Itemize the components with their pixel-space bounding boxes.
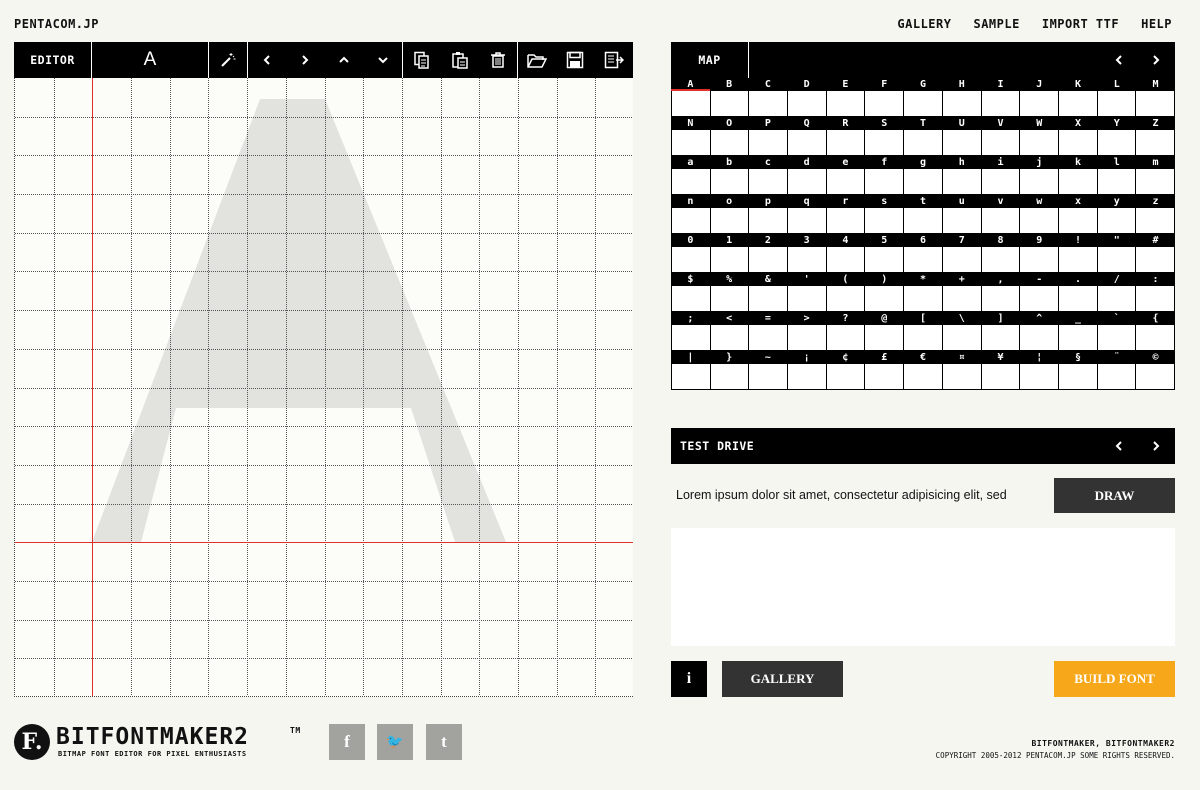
map-char-label: " bbox=[1113, 235, 1120, 246]
map-char-label: W bbox=[1036, 118, 1043, 129]
map-glyph-cell[interactable] bbox=[943, 286, 982, 312]
map-char-label: s bbox=[881, 196, 888, 207]
map-char-label: < bbox=[726, 313, 733, 324]
map-char-label: _ bbox=[1075, 313, 1082, 324]
map-char-label: A bbox=[671, 78, 710, 91]
map-char-label: Z bbox=[1152, 118, 1159, 129]
map-glyph-cell[interactable] bbox=[982, 247, 1021, 273]
grid-row-line bbox=[15, 658, 633, 659]
map-glyph-cell[interactable] bbox=[672, 130, 711, 156]
map-row-labels bbox=[671, 117, 1175, 130]
nav-gallery[interactable]: GALLERY bbox=[897, 17, 952, 31]
map-char-label: l bbox=[1113, 157, 1120, 168]
map-glyph-cell[interactable] bbox=[1020, 325, 1059, 351]
map-char-label: } bbox=[726, 352, 733, 363]
map-char-label: - bbox=[1036, 274, 1043, 285]
map-char-label: K bbox=[1075, 79, 1082, 90]
gallery-button[interactable]: GALLERY bbox=[722, 661, 843, 697]
map-char-label: ' bbox=[803, 274, 810, 285]
map-glyph-cell[interactable] bbox=[1020, 364, 1059, 390]
map-char-label: 5 bbox=[881, 235, 888, 246]
map-glyph-cell[interactable] bbox=[865, 364, 904, 390]
map-glyph-cell[interactable] bbox=[1020, 91, 1059, 117]
map-char-label: § bbox=[1075, 352, 1082, 363]
map-glyph-cell[interactable] bbox=[788, 247, 827, 273]
map-glyph-cell[interactable] bbox=[1020, 130, 1059, 156]
map-char-label: 2 bbox=[764, 235, 771, 246]
map-row bbox=[671, 234, 1175, 273]
map-glyph-cell[interactable] bbox=[1059, 208, 1098, 234]
map-glyph-cell[interactable] bbox=[1136, 208, 1175, 234]
map-glyph-cell[interactable] bbox=[982, 364, 1021, 390]
map-next-icon[interactable] bbox=[1137, 42, 1175, 78]
map-char-label: U bbox=[958, 118, 965, 129]
map-char-label: \ bbox=[958, 313, 965, 324]
map-char-label: & bbox=[764, 274, 771, 285]
logo-tagline: BITMAP FONT EDITOR FOR PIXEL ENTHUSIASTS bbox=[58, 750, 247, 758]
map-glyph-cell[interactable] bbox=[982, 91, 1021, 117]
map-row-labels bbox=[671, 156, 1175, 169]
map-char-label: b bbox=[726, 157, 733, 168]
map-char-label: G bbox=[919, 79, 926, 90]
map-char-label: D bbox=[803, 79, 810, 90]
map-row bbox=[671, 273, 1175, 312]
map-glyph-cell[interactable] bbox=[1098, 208, 1137, 234]
map-char-label: [ bbox=[919, 313, 926, 324]
map-char-label: > bbox=[803, 313, 810, 324]
map-glyph-cell[interactable] bbox=[672, 364, 711, 390]
map-glyph-cell[interactable] bbox=[827, 130, 866, 156]
map-char-label: d bbox=[803, 157, 810, 168]
map-row-labels bbox=[671, 312, 1175, 325]
map-char-label: z bbox=[1152, 196, 1159, 207]
editor-label: EDITOR bbox=[30, 53, 75, 67]
map-glyph-cell[interactable] bbox=[943, 325, 982, 351]
map-char-label: £ bbox=[881, 352, 888, 363]
chevron-left-icon[interactable] bbox=[248, 42, 286, 78]
map-char-label: @ bbox=[881, 313, 888, 324]
map-glyph-cell[interactable] bbox=[711, 325, 750, 351]
map-char-label: ~ bbox=[764, 352, 771, 363]
map-glyph-cell[interactable] bbox=[672, 325, 711, 351]
map-glyph-cell[interactable] bbox=[1136, 286, 1175, 312]
map-char-label: + bbox=[958, 274, 965, 285]
map-char-label: H bbox=[958, 79, 965, 90]
map-char-label: C bbox=[764, 79, 771, 90]
map-glyph-cell[interactable] bbox=[1020, 286, 1059, 312]
map-row-labels bbox=[671, 273, 1175, 286]
map-glyph-cell[interactable] bbox=[943, 364, 982, 390]
map-glyph-cell[interactable] bbox=[711, 169, 750, 195]
map-glyph-cell[interactable] bbox=[865, 325, 904, 351]
trash-icon[interactable] bbox=[479, 42, 517, 78]
map-glyph-cell[interactable] bbox=[1059, 364, 1098, 390]
map-char-label: ¥ bbox=[997, 352, 1004, 363]
map-char-label: = bbox=[764, 313, 771, 324]
map-char-label: M bbox=[1152, 79, 1159, 90]
nav-import-ttf[interactable]: IMPORT TTF bbox=[1041, 17, 1120, 31]
grid-column-line bbox=[402, 78, 403, 697]
map-glyph-cell[interactable] bbox=[1136, 325, 1175, 351]
map-glyph-cell[interactable] bbox=[1059, 286, 1098, 312]
info-button[interactable]: i bbox=[671, 661, 707, 697]
map-glyph-cell[interactable] bbox=[1136, 130, 1175, 156]
map-glyph-cell[interactable] bbox=[711, 91, 750, 117]
map-char-label: ¢ bbox=[842, 352, 849, 363]
map-glyph-cell[interactable] bbox=[1059, 325, 1098, 351]
grid-column-line bbox=[479, 78, 480, 697]
map-char-label: 6 bbox=[919, 235, 926, 246]
baseline-guide-vertical bbox=[92, 78, 93, 697]
map-glyph-cell[interactable] bbox=[672, 247, 711, 273]
baseline-guide-horizontal bbox=[15, 542, 633, 543]
grid-column-line bbox=[441, 78, 442, 697]
logo-icon: F. bbox=[14, 724, 50, 760]
map-glyph-cell[interactable] bbox=[865, 208, 904, 234]
map-char-label: k bbox=[1075, 157, 1082, 168]
map-glyph-cell[interactable] bbox=[865, 169, 904, 195]
map-char-label: h bbox=[958, 157, 965, 168]
editor-grid[interactable] bbox=[14, 78, 633, 697]
map-char-label: . bbox=[1075, 274, 1082, 285]
map-glyph-cell[interactable] bbox=[1020, 169, 1059, 195]
nav-help[interactable]: HELP bbox=[1141, 17, 1172, 31]
map-char-label: B bbox=[726, 79, 733, 90]
map-row-labels bbox=[671, 351, 1175, 364]
map-char-label: t bbox=[919, 196, 926, 207]
map-row bbox=[671, 195, 1175, 234]
character-map bbox=[671, 78, 1175, 390]
export-icon[interactable] bbox=[594, 42, 633, 78]
map-char-label: ; bbox=[687, 313, 694, 324]
map-glyph-cell[interactable] bbox=[1059, 91, 1098, 117]
map-glyph-cell[interactable] bbox=[1098, 286, 1137, 312]
map-glyph-cell[interactable] bbox=[1020, 247, 1059, 273]
map-char-label: R bbox=[842, 118, 849, 129]
map-row bbox=[671, 312, 1175, 351]
map-row-labels bbox=[671, 195, 1175, 208]
grid-row-line bbox=[15, 426, 633, 427]
map-char-label: ! bbox=[1075, 235, 1082, 246]
test-drive-header bbox=[671, 428, 1175, 464]
map-glyph-cell[interactable] bbox=[749, 325, 788, 351]
map-glyph-cell[interactable] bbox=[749, 247, 788, 273]
map-char-label: ( bbox=[842, 274, 849, 285]
map-char-label: g bbox=[919, 157, 926, 168]
map-glyph-cell[interactable] bbox=[982, 208, 1021, 234]
map-char-label: ] bbox=[997, 313, 1004, 324]
map-row-cells bbox=[671, 91, 1175, 117]
map-char-label: m bbox=[1152, 157, 1159, 168]
map-char-label: * bbox=[919, 274, 926, 285]
map-char-label: V bbox=[997, 118, 1004, 129]
map-row-cells bbox=[671, 325, 1175, 351]
copy-icon[interactable] bbox=[403, 42, 441, 78]
grid-column-line bbox=[363, 78, 364, 697]
chevron-down-icon[interactable] bbox=[364, 42, 402, 78]
test-prev-icon[interactable] bbox=[1101, 428, 1137, 464]
paste-icon[interactable] bbox=[441, 42, 479, 78]
twitter-icon[interactable]: 🐦 bbox=[377, 724, 413, 760]
map-char-label: f bbox=[881, 157, 888, 168]
map-row bbox=[671, 78, 1175, 117]
map-char-label: P bbox=[764, 118, 771, 129]
map-glyph-cell[interactable] bbox=[827, 208, 866, 234]
map-char-label: O bbox=[726, 118, 733, 129]
map-glyph-cell[interactable] bbox=[943, 247, 982, 273]
map-glyph-cell[interactable] bbox=[1098, 364, 1137, 390]
map-row-cells bbox=[671, 286, 1175, 312]
map-glyph-cell[interactable] bbox=[827, 325, 866, 351]
map-label: MAP bbox=[698, 53, 721, 67]
map-char-label: a bbox=[687, 157, 694, 168]
map-char-label: e bbox=[842, 157, 849, 168]
map-glyph-cell[interactable] bbox=[865, 91, 904, 117]
test-text-input[interactable]: Lorem ipsum dolor sit amet, consectetur adipisicing elit, sed bbox=[676, 488, 1007, 502]
map-row-cells bbox=[671, 208, 1175, 234]
map-glyph-cell[interactable] bbox=[1136, 247, 1175, 273]
map-glyph-cell[interactable] bbox=[943, 91, 982, 117]
map-char-label: Q bbox=[803, 118, 810, 129]
map-glyph-cell[interactable] bbox=[672, 208, 711, 234]
map-char-label: w bbox=[1036, 196, 1043, 207]
grid-row-line bbox=[15, 465, 633, 466]
map-char-label: L bbox=[1113, 79, 1120, 90]
nav-sample[interactable]: SAMPLE bbox=[973, 17, 1020, 31]
map-glyph-cell[interactable] bbox=[1136, 169, 1175, 195]
map-glyph-cell[interactable] bbox=[788, 169, 827, 195]
map-char-label: J bbox=[1036, 79, 1043, 90]
map-char-label: i bbox=[997, 157, 1004, 168]
map-glyph-cell[interactable] bbox=[943, 208, 982, 234]
map-char-label: € bbox=[919, 352, 926, 363]
logo-trademark: TM bbox=[290, 726, 301, 735]
map-char-label: 1 bbox=[726, 235, 733, 246]
map-glyph-cell[interactable] bbox=[982, 169, 1021, 195]
map-char-label: u bbox=[958, 196, 965, 207]
map-glyph-cell[interactable] bbox=[904, 325, 943, 351]
chevron-right-icon[interactable] bbox=[286, 42, 324, 78]
grid-column-line bbox=[518, 78, 519, 697]
map-header bbox=[671, 42, 1175, 78]
map-glyph-cell[interactable] bbox=[672, 169, 711, 195]
map-row bbox=[671, 351, 1175, 390]
map-char-label: o bbox=[726, 196, 733, 207]
map-char-label: 9 bbox=[1036, 235, 1043, 246]
map-char-label: 4 bbox=[842, 235, 849, 246]
save-icon[interactable] bbox=[556, 42, 594, 78]
map-glyph-cell[interactable] bbox=[711, 247, 750, 273]
facebook-icon[interactable]: f bbox=[329, 724, 365, 760]
map-glyph-cell[interactable] bbox=[904, 286, 943, 312]
map-glyph-cell[interactable] bbox=[982, 286, 1021, 312]
grid-row-line bbox=[15, 581, 633, 582]
copyright-text: COPYRIGHT 2005-2012 PENTACOM.JP SOME RIGHTS RESERVED. bbox=[935, 751, 1175, 760]
map-glyph-cell[interactable] bbox=[827, 247, 866, 273]
map-char-label: : bbox=[1152, 274, 1159, 285]
map-glyph-cell[interactable] bbox=[749, 208, 788, 234]
map-glyph-cell[interactable] bbox=[1098, 130, 1137, 156]
map-char-label: | bbox=[687, 352, 694, 363]
top-nav bbox=[897, 17, 1172, 31]
map-char-label: ` bbox=[1113, 313, 1120, 324]
map-glyph-cell[interactable] bbox=[1020, 208, 1059, 234]
map-glyph-cell[interactable] bbox=[788, 286, 827, 312]
map-glyph-cell[interactable] bbox=[788, 325, 827, 351]
map-char-label: p bbox=[764, 196, 771, 207]
map-char-label: n bbox=[687, 196, 694, 207]
site-name[interactable]: PENTACOM.JP bbox=[14, 17, 99, 31]
map-char-label: ¤ bbox=[958, 352, 965, 363]
logo-title: BITFONTMAKER2 bbox=[56, 724, 250, 750]
map-glyph-cell[interactable] bbox=[827, 286, 866, 312]
map-glyph-cell[interactable] bbox=[788, 91, 827, 117]
map-glyph-cell[interactable] bbox=[749, 91, 788, 117]
map-row-labels bbox=[671, 78, 1175, 91]
map-glyph-cell[interactable] bbox=[865, 247, 904, 273]
map-glyph-cell[interactable] bbox=[904, 91, 943, 117]
map-glyph-cell[interactable] bbox=[865, 130, 904, 156]
map-glyph-cell[interactable] bbox=[904, 208, 943, 234]
map-glyph-cell[interactable] bbox=[982, 130, 1021, 156]
map-char-label: x bbox=[1075, 196, 1082, 207]
map-char-label: ¦ bbox=[1036, 352, 1043, 363]
map-char-label: N bbox=[687, 118, 694, 129]
map-char-label: S bbox=[881, 118, 888, 129]
build-font-button[interactable]: BUILD FONT bbox=[1054, 661, 1175, 697]
map-glyph-cell[interactable] bbox=[904, 169, 943, 195]
draw-button[interactable]: DRAW bbox=[1054, 478, 1175, 513]
map-glyph-cell[interactable] bbox=[1059, 130, 1098, 156]
credit-title: BITFONTMAKER, BITFONTMAKER2 bbox=[1031, 739, 1175, 748]
map-glyph-cell[interactable] bbox=[1059, 169, 1098, 195]
map-glyph-cell[interactable] bbox=[711, 130, 750, 156]
map-panel bbox=[671, 42, 1175, 389]
map-char-label: ? bbox=[842, 313, 849, 324]
map-char-label: 7 bbox=[958, 235, 965, 246]
map-glyph-cell[interactable] bbox=[749, 364, 788, 390]
map-glyph-cell[interactable] bbox=[827, 364, 866, 390]
map-glyph-cell[interactable] bbox=[943, 169, 982, 195]
map-char-label: 0 bbox=[687, 235, 694, 246]
map-row bbox=[671, 117, 1175, 156]
map-glyph-cell[interactable] bbox=[711, 286, 750, 312]
grid-row-line bbox=[15, 504, 633, 505]
map-glyph-cell[interactable] bbox=[1098, 169, 1137, 195]
grid-column-line bbox=[557, 78, 558, 697]
map-glyph-cell[interactable] bbox=[904, 130, 943, 156]
map-char-label: { bbox=[1152, 313, 1159, 324]
tumblr-icon[interactable]: t bbox=[426, 724, 462, 760]
map-char-label: ¡ bbox=[803, 352, 810, 363]
map-char-label: 8 bbox=[997, 235, 1004, 246]
map-glyph-cell[interactable] bbox=[788, 130, 827, 156]
map-glyph-cell[interactable] bbox=[672, 91, 711, 117]
grid-row-line bbox=[15, 620, 633, 621]
map-glyph-cell[interactable] bbox=[904, 364, 943, 390]
map-char-label: ^ bbox=[1036, 313, 1043, 324]
map-char-label: $ bbox=[687, 274, 694, 285]
magic-wand-icon[interactable] bbox=[209, 42, 247, 78]
map-char-label: E bbox=[842, 79, 849, 90]
map-char-label: % bbox=[726, 274, 733, 285]
map-char-label: X bbox=[1075, 118, 1082, 129]
map-char-label: v bbox=[997, 196, 1004, 207]
map-char-label: y bbox=[1113, 196, 1120, 207]
map-char-label: c bbox=[764, 157, 771, 168]
map-glyph-cell[interactable] bbox=[1136, 91, 1175, 117]
map-glyph-cell[interactable] bbox=[749, 169, 788, 195]
current-char[interactable]: A bbox=[143, 49, 157, 70]
map-char-label: 3 bbox=[803, 235, 810, 246]
grid-column-line bbox=[595, 78, 596, 697]
map-char-label: F bbox=[881, 79, 888, 90]
map-glyph-cell[interactable] bbox=[749, 130, 788, 156]
map-glyph-cell[interactable] bbox=[1098, 325, 1137, 351]
map-glyph-cell[interactable] bbox=[788, 364, 827, 390]
map-char-label: q bbox=[803, 196, 810, 207]
map-glyph-cell[interactable] bbox=[788, 208, 827, 234]
map-char-label: / bbox=[1113, 274, 1120, 285]
map-glyph-cell[interactable] bbox=[827, 169, 866, 195]
map-char-label: ¨ bbox=[1113, 352, 1120, 363]
grid-row-line bbox=[15, 388, 633, 389]
map-glyph-cell[interactable] bbox=[749, 286, 788, 312]
map-char-label: r bbox=[842, 196, 849, 207]
map-row-cells bbox=[671, 364, 1175, 390]
preview-area bbox=[671, 528, 1175, 646]
map-glyph-cell[interactable] bbox=[1098, 247, 1137, 273]
map-glyph-cell[interactable] bbox=[904, 247, 943, 273]
test-next-icon[interactable] bbox=[1137, 428, 1175, 464]
map-glyph-cell[interactable] bbox=[1136, 364, 1175, 390]
test-drive-label: TEST DRIVE bbox=[680, 439, 755, 453]
map-prev-icon[interactable] bbox=[1101, 42, 1137, 78]
map-char-label: T bbox=[919, 118, 926, 129]
map-glyph-cell[interactable] bbox=[827, 91, 866, 117]
map-glyph-cell[interactable] bbox=[711, 364, 750, 390]
map-row-labels bbox=[671, 234, 1175, 247]
map-row bbox=[671, 156, 1175, 195]
map-glyph-cell[interactable] bbox=[711, 208, 750, 234]
map-row-cells bbox=[671, 130, 1175, 156]
map-glyph-cell[interactable] bbox=[1098, 91, 1137, 117]
open-icon[interactable] bbox=[518, 42, 556, 78]
map-glyph-cell[interactable] bbox=[865, 286, 904, 312]
map-char-label: Y bbox=[1113, 118, 1120, 129]
chevron-up-icon[interactable] bbox=[325, 42, 363, 78]
map-char-label: j bbox=[1036, 157, 1043, 168]
editor-toolbar bbox=[14, 42, 633, 78]
map-row-cells bbox=[671, 169, 1175, 195]
map-char-label: © bbox=[1152, 352, 1159, 363]
map-glyph-cell[interactable] bbox=[1059, 247, 1098, 273]
map-char-label: # bbox=[1152, 235, 1159, 246]
map-row-cells bbox=[671, 247, 1175, 273]
map-char-label: I bbox=[997, 79, 1004, 90]
map-glyph-cell[interactable] bbox=[672, 286, 711, 312]
map-char-label: ) bbox=[881, 274, 888, 285]
map-glyph-cell[interactable] bbox=[943, 130, 982, 156]
map-glyph-cell[interactable] bbox=[982, 325, 1021, 351]
map-char-label: , bbox=[997, 274, 1004, 285]
